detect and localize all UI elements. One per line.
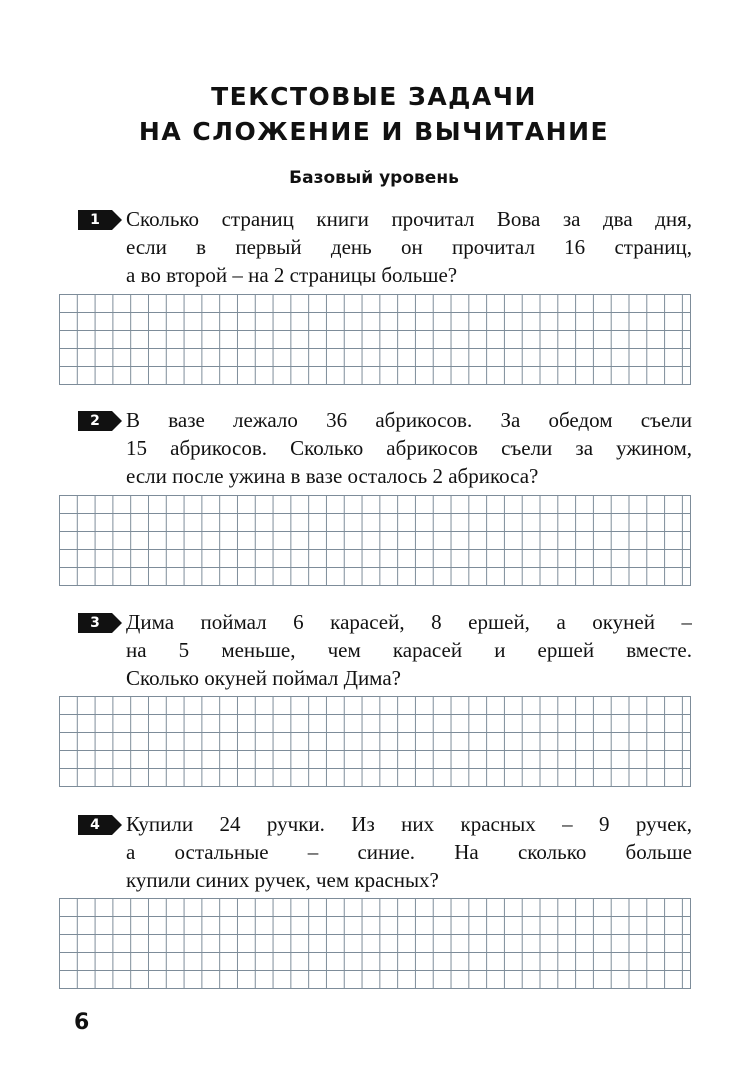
task-text-line: а остальные – синие. На сколько больше [126, 840, 692, 864]
task-text-line: купили синих ручек, чем красных? [126, 868, 439, 892]
task-text [126, 810, 692, 894]
task-number: 2 [90, 413, 100, 429]
task-number: 1 [90, 212, 100, 228]
page-title-line-2: НА СЛОЖЕНИЕ И ВЫЧИТАНИЕ [138, 117, 610, 146]
task-number-badge [78, 210, 124, 230]
task-text [126, 205, 692, 289]
task-text-line: а во второй – на 2 страницы больше? [126, 263, 458, 287]
answer-grid[interactable] [59, 495, 691, 586]
answer-grid[interactable] [59, 294, 691, 385]
task-text-line: Сколько страниц книги прочитал Вова за два дня, [126, 207, 692, 231]
page-title-line-1: ТЕКСТОВЫЕ ЗАДАЧИ [211, 82, 537, 111]
task-number-badge [78, 815, 124, 835]
task-text-line: В вазе лежало 36 абрикосов. За обедом съели [126, 408, 692, 432]
task-text-line: Купили 24 ручки. Из них красных – 9 ручек, [126, 812, 692, 836]
task-number: 4 [90, 817, 100, 833]
task-text-line: если после ужина в вазе осталось 2 абрикоса? [126, 464, 539, 488]
task-text-line: на 5 меньше, чем карасей и ершей вместе. [126, 638, 692, 662]
task-text-line: Дима поймал 6 карасей, 8 ершей, а окуней – [126, 610, 692, 634]
page-number: 6 [74, 1010, 90, 1035]
task-text-line: 15 абрикосов. Сколько абрикосов съели за ужином, [126, 436, 692, 460]
task-text [126, 608, 692, 692]
task-text-line: если в первый день он прочитал 16 страниц, [126, 235, 692, 259]
task-number-badge [78, 411, 124, 431]
task-number: 3 [90, 615, 100, 631]
task-text-line: Сколько окуней поймал Дима? [126, 666, 401, 690]
task-number-badge [78, 613, 124, 633]
task-text [126, 406, 692, 490]
answer-grid[interactable] [59, 696, 691, 787]
answer-grid[interactable] [59, 898, 691, 989]
level-heading: Базовый уровень [289, 168, 459, 188]
